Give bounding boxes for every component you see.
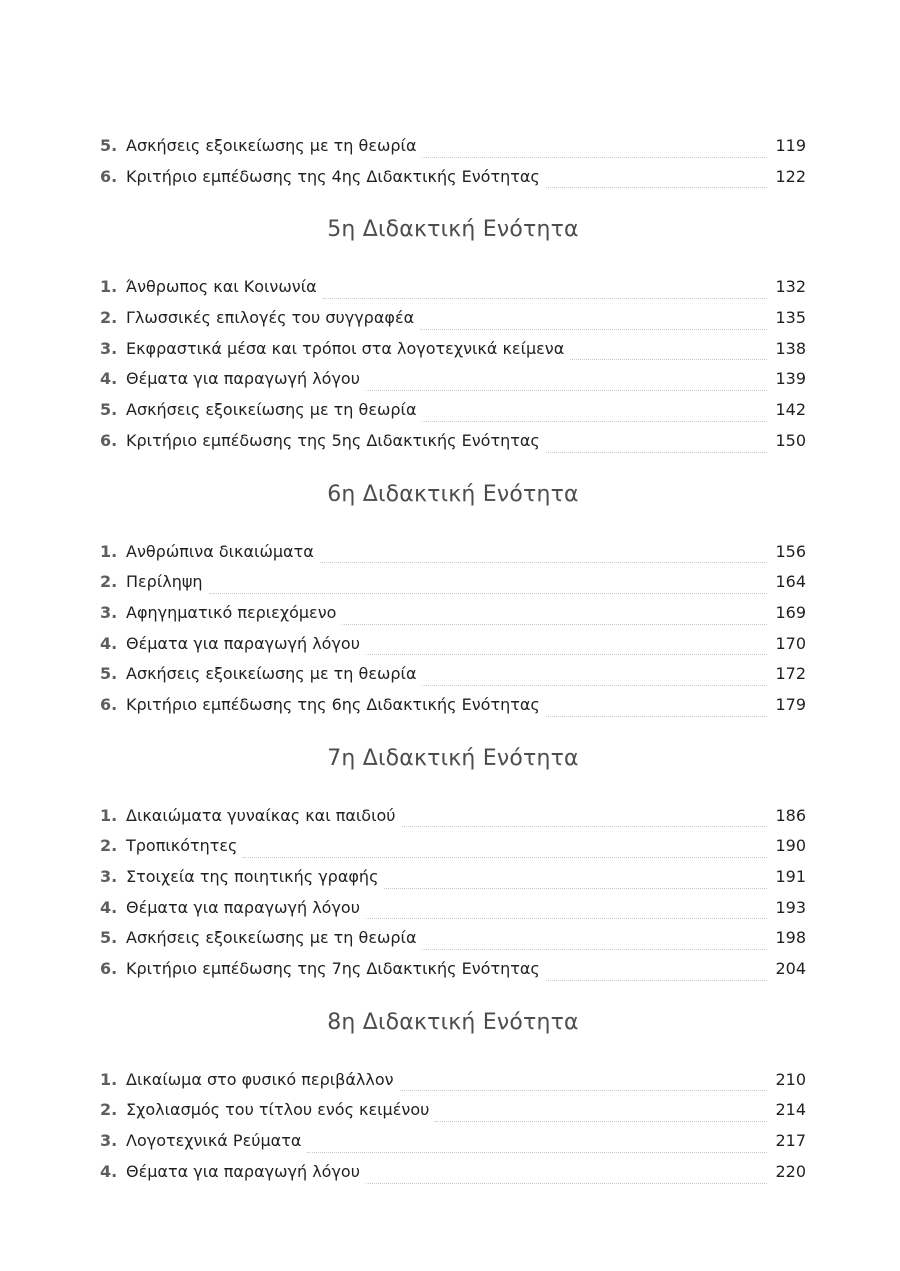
toc-section-unit-7 [100, 741, 806, 985]
toc-entry[interactable] [100, 1157, 806, 1188]
entry-page-number: 132 [775, 277, 806, 297]
entry-number: 5. [100, 400, 118, 420]
dot-leader [366, 390, 767, 391]
entry-number: 5. [100, 664, 118, 684]
entry-number: 1. [100, 805, 118, 825]
toc-entry[interactable] [100, 954, 806, 985]
toc-section-unit-5 [100, 212, 806, 456]
dot-leader [422, 421, 767, 422]
entry-page-number: 135 [775, 308, 806, 328]
toc-entry[interactable] [100, 1065, 806, 1096]
toc-entry[interactable] [100, 334, 806, 365]
entry-number: 4. [100, 633, 118, 653]
dot-leader [546, 716, 768, 717]
entry-title: Θέματα για παραγωγή λόγου [126, 633, 360, 653]
entry-number: 3. [100, 867, 118, 886]
entry-number: 6. [100, 694, 118, 714]
entry-title: Περίληψη [126, 572, 203, 592]
section-heading: 8η Διδακτική Ενότητα [327, 1009, 579, 1035]
entry-page-number: 220 [775, 1161, 806, 1181]
entry-number: 1. [100, 1069, 118, 1089]
entry-title: Θέματα για παραγωγή λόγου [126, 369, 360, 389]
toc-entry[interactable] [100, 801, 806, 832]
entry-title: Στοιχεία της ποιητικής γραφής [126, 867, 379, 886]
entry-page-number: 170 [775, 633, 806, 653]
entry-page-number: 204 [775, 959, 806, 979]
section-heading: 6η Διδακτική Ενότητα [327, 481, 579, 507]
dot-leader [546, 980, 768, 981]
toc-entry[interactable] [100, 862, 806, 893]
dot-leader [420, 329, 767, 330]
toc-entry[interactable] [100, 598, 806, 629]
table-of-contents [100, 131, 806, 1188]
dot-leader [320, 562, 768, 563]
dot-leader [422, 949, 767, 950]
entry-number: 6. [100, 166, 118, 186]
entry-page-number: 156 [775, 541, 806, 561]
toc-entry[interactable] [100, 426, 806, 457]
dot-leader [366, 654, 767, 655]
entry-number: 1. [100, 277, 118, 297]
toc-entry[interactable] [100, 923, 806, 954]
toc-entry[interactable] [100, 272, 806, 303]
entry-title: Κριτήριο εμπέδωσης της 7ης Διδακτικής Ενότητας [126, 959, 540, 979]
entry-page-number: 142 [775, 400, 806, 420]
entry-page-number: 169 [775, 602, 806, 622]
toc-entry[interactable] [100, 162, 806, 193]
dot-leader [323, 298, 768, 299]
toc-entry[interactable] [100, 831, 806, 862]
toc-entry[interactable] [100, 629, 806, 660]
entry-title: Ασκήσεις εξοικείωσης με τη θεωρία [126, 928, 417, 948]
entry-number: 1. [100, 541, 118, 561]
entry-number: 3. [100, 602, 118, 622]
dot-leader [546, 187, 768, 188]
entry-page-number: 193 [775, 897, 806, 917]
entry-page-number: 191 [775, 867, 806, 886]
toc-entry[interactable] [100, 537, 806, 568]
entry-number: 2. [100, 308, 118, 328]
dot-leader [342, 624, 767, 625]
dot-leader [546, 452, 768, 453]
entry-title: Σχολιασμός του τίτλου ενός κειμένου [126, 1100, 430, 1120]
entry-number: 2. [100, 836, 118, 856]
dot-leader [366, 1183, 767, 1184]
toc-entry[interactable] [100, 1126, 806, 1157]
entry-page-number: 214 [775, 1100, 806, 1120]
entry-title: Κριτήριο εμπέδωσης της 4ης Διδακτικής Ενότητας [126, 166, 540, 186]
entry-title: Ασκήσεις εξοικείωσης με τη θεωρία [126, 400, 417, 420]
toc-entry[interactable] [100, 1095, 806, 1126]
entry-title: Θέματα για παραγωγή λόγου [126, 897, 360, 917]
dot-leader [366, 918, 767, 919]
entry-page-number: 190 [775, 836, 806, 856]
entry-title: Ασκήσεις εξοικείωσης με τη θεωρία [126, 664, 417, 684]
dot-leader [384, 888, 767, 889]
entry-number: 4. [100, 1161, 118, 1181]
entry-page-number: 119 [775, 136, 806, 155]
toc-entry[interactable] [100, 131, 806, 162]
entry-page-number: 138 [775, 338, 806, 358]
toc-section-unit-6 [100, 477, 806, 721]
entry-page-number: 186 [775, 805, 806, 825]
entry-number: 6. [100, 430, 118, 450]
entry-number: 2. [100, 1100, 118, 1120]
dot-leader [307, 1152, 767, 1153]
entry-title: Θέματα για παραγωγή λόγου [126, 1161, 360, 1181]
entry-title: Δικαιώματα γυναίκας και παιδιού [126, 805, 396, 825]
entry-title: Γλωσσικές επιλογές του συγγραφέα [126, 308, 415, 328]
entry-title: Δικαίωμα στο φυσικό περιβάλλον [126, 1069, 394, 1089]
entry-title: Εκφραστικά μέσα και τρόποι στα λογοτεχνικά κείμενα [126, 338, 565, 358]
entry-number: 6. [100, 959, 118, 979]
entry-title: Αφηγηματικό περιεχόμενο [126, 602, 337, 622]
entry-number: 3. [100, 338, 118, 358]
entry-title: Κριτήριο εμπέδωσης της 5ης Διδακτικής Ενότητας [126, 430, 540, 450]
dot-leader [570, 359, 767, 360]
entry-page-number: 172 [775, 664, 806, 684]
section-heading: 7η Διδακτική Ενότητα [327, 745, 579, 771]
entry-number: 4. [100, 369, 118, 389]
entry-number: 4. [100, 897, 118, 917]
entry-page-number: 150 [775, 430, 806, 450]
toc-entry[interactable] [100, 567, 806, 598]
entry-page-number: 139 [775, 369, 806, 389]
entry-title: Ασκήσεις εξοικείωσης με τη θεωρία [126, 136, 417, 155]
toc-section-unit-4-continued [100, 131, 806, 192]
entry-title: Άνθρωπος και Κοινωνία [126, 277, 317, 297]
dot-leader [435, 1121, 767, 1122]
entry-number: 5. [100, 928, 118, 948]
toc-entry[interactable] [100, 659, 806, 690]
entry-title: Τροπικότητες [126, 836, 238, 856]
toc-section-unit-8 [100, 1005, 806, 1188]
entry-page-number: 122 [775, 166, 806, 186]
dot-leader [400, 1090, 768, 1091]
dot-leader [422, 157, 767, 158]
toc-entry[interactable] [100, 690, 806, 721]
toc-entry[interactable] [100, 395, 806, 426]
entry-page-number: 217 [775, 1131, 806, 1151]
dot-leader [243, 857, 767, 858]
entry-page-number: 164 [775, 572, 806, 592]
entry-page-number: 210 [775, 1069, 806, 1089]
entry-number: 3. [100, 1131, 118, 1151]
entry-number: 5. [100, 136, 118, 155]
toc-entry[interactable] [100, 364, 806, 395]
entry-title: Λογοτεχνικά Ρεύματα [126, 1131, 302, 1151]
entry-number: 2. [100, 572, 118, 592]
entry-title: Κριτήριο εμπέδωσης της 6ης Διδακτικής Ενότητας [126, 694, 540, 714]
toc-entry[interactable] [100, 303, 806, 334]
dot-leader [209, 593, 768, 594]
entry-page-number: 179 [775, 694, 806, 714]
dot-leader [402, 826, 768, 827]
entry-page-number: 198 [775, 928, 806, 948]
toc-entry[interactable] [100, 893, 806, 924]
section-heading: 5η Διδακτική Ενότητα [327, 217, 579, 243]
dot-leader [422, 685, 767, 686]
entry-title: Ανθρώπινα δικαιώματα [126, 541, 314, 561]
